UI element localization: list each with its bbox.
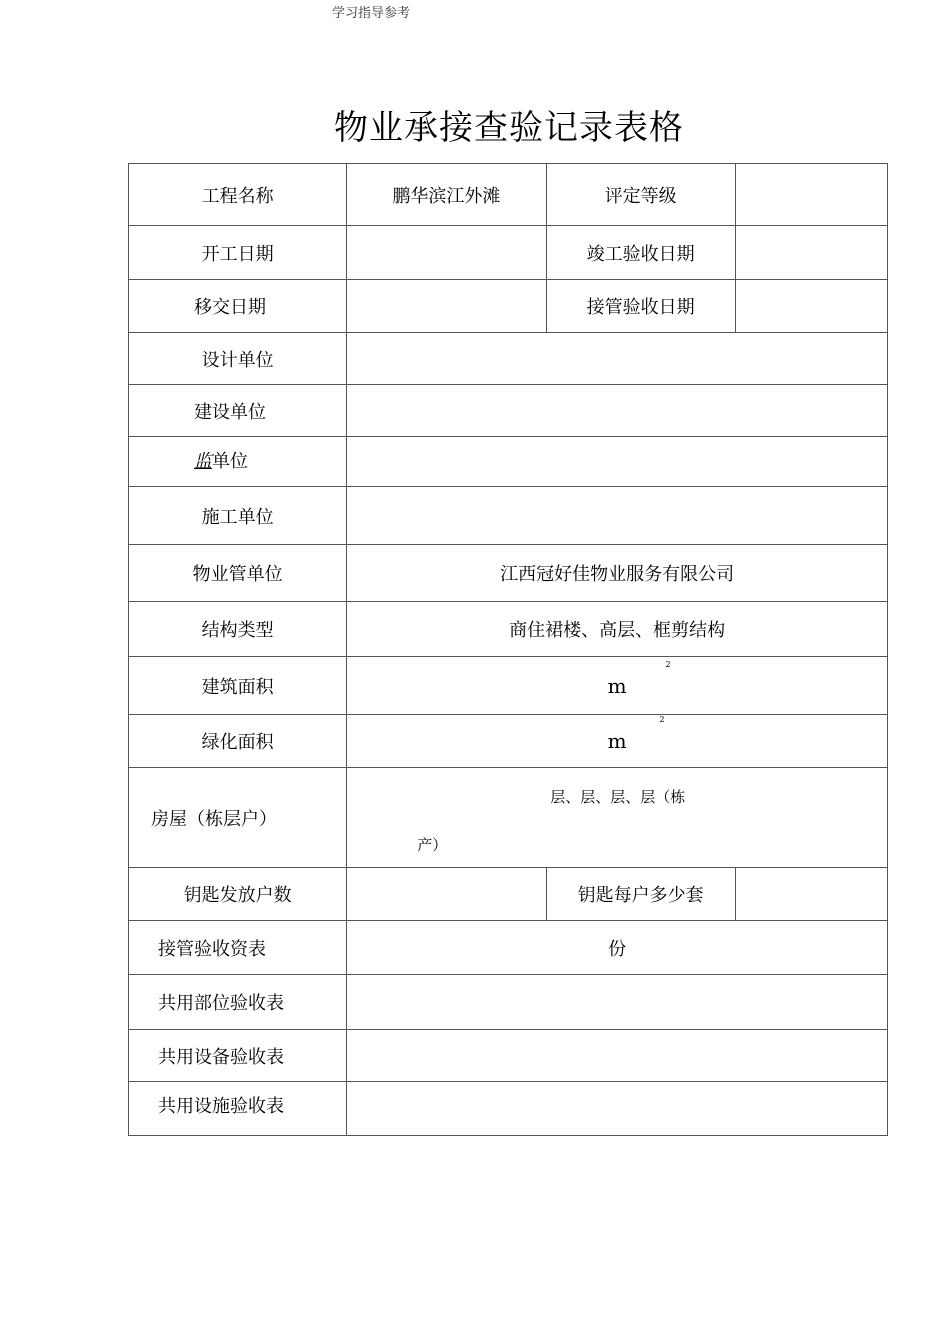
table-row (129, 868, 888, 921)
keys-per-unit-label: 钥匙每户多少套 (546, 868, 735, 921)
table-row (129, 545, 888, 602)
takeover-date-label: 接管验收日期 (546, 280, 735, 333)
building-area-unit: m 2 (607, 659, 671, 698)
building-area-value (347, 657, 888, 715)
table-row (129, 164, 888, 226)
property-unit-label: 物业管单位 (129, 545, 347, 602)
table-row (129, 715, 888, 768)
start-date-label: 开工日期 (129, 226, 347, 280)
rating-label: 评定等级 (546, 164, 735, 226)
table-row (129, 437, 888, 487)
houses-value (347, 768, 888, 868)
keys-per-unit-value (735, 868, 887, 921)
record-table (128, 163, 888, 1136)
common-parts-value (347, 975, 888, 1030)
common-equipment-value (347, 1030, 888, 1082)
handover-date-value (347, 280, 546, 333)
completion-date-label: 竣工验收日期 (546, 226, 735, 280)
houses-label: 房屋（栋层户） (129, 768, 347, 868)
takeover-docs-value: 份 (347, 921, 888, 975)
green-area-sup: 2 (659, 715, 665, 724)
supervision-unit-value (347, 437, 888, 487)
takeover-date-value (735, 280, 887, 333)
builder-unit-value (347, 487, 888, 545)
common-equipment-label: 共用设备验收表 (129, 1030, 347, 1082)
builder-unit-label: 施工单位 (129, 487, 347, 545)
project-name-label: 工程名称 (129, 164, 347, 226)
supervision-suffix: 单位 (212, 451, 248, 472)
project-name-value: 鹏华滨江外滩 (347, 164, 546, 226)
green-area-label: 绿化面积 (129, 715, 347, 768)
table-row (129, 975, 888, 1030)
green-area-unit: m 2 (607, 715, 665, 753)
table-row (129, 921, 888, 975)
construction-owner-value (347, 385, 888, 437)
design-unit-value (347, 333, 888, 385)
table-row (129, 768, 888, 868)
table-row (129, 1030, 888, 1082)
table-row (129, 333, 888, 385)
structure-type-label: 结构类型 (129, 602, 347, 657)
start-date-value (347, 226, 546, 280)
construction-owner-label: 建设单位 (129, 385, 347, 437)
keys-issued-value (347, 868, 546, 921)
table-row (129, 226, 888, 280)
header-note: 学习指导参考 (332, 6, 411, 21)
building-area-label: 建筑面积 (129, 657, 347, 715)
supervision-unit-label (129, 437, 347, 487)
keys-issued-label: 钥匙发放户数 (129, 868, 347, 921)
handover-date-label: 移交日期 (129, 280, 347, 333)
structure-type-value: 商住裙楼、高层、框剪结构 (347, 602, 888, 657)
table-row (129, 1082, 888, 1136)
houses-line1: 层、层、层、层（栋 (550, 788, 686, 806)
design-unit-label: 设计单位 (129, 333, 347, 385)
document-title: 物业承接查验记录表格 (334, 108, 684, 148)
property-unit-value: 江西冠好佳物业服务有限公司 (347, 545, 888, 602)
green-area-value (347, 715, 888, 768)
table-row (129, 602, 888, 657)
completion-date-value (735, 226, 887, 280)
houses-line2: 产） (417, 836, 448, 854)
common-facilities-label: 共用设施验收表 (129, 1082, 347, 1136)
takeover-docs-label: 接管验收资表 (129, 921, 347, 975)
table-row (129, 657, 888, 715)
common-parts-label: 共用部位验收表 (129, 975, 347, 1030)
supervision-prefix: 监 (194, 451, 212, 472)
rating-value (735, 164, 887, 226)
table-row (129, 487, 888, 545)
building-area-sup: 2 (665, 659, 671, 669)
table-row (129, 280, 888, 333)
table-row (129, 385, 888, 437)
common-facilities-value (347, 1082, 888, 1136)
